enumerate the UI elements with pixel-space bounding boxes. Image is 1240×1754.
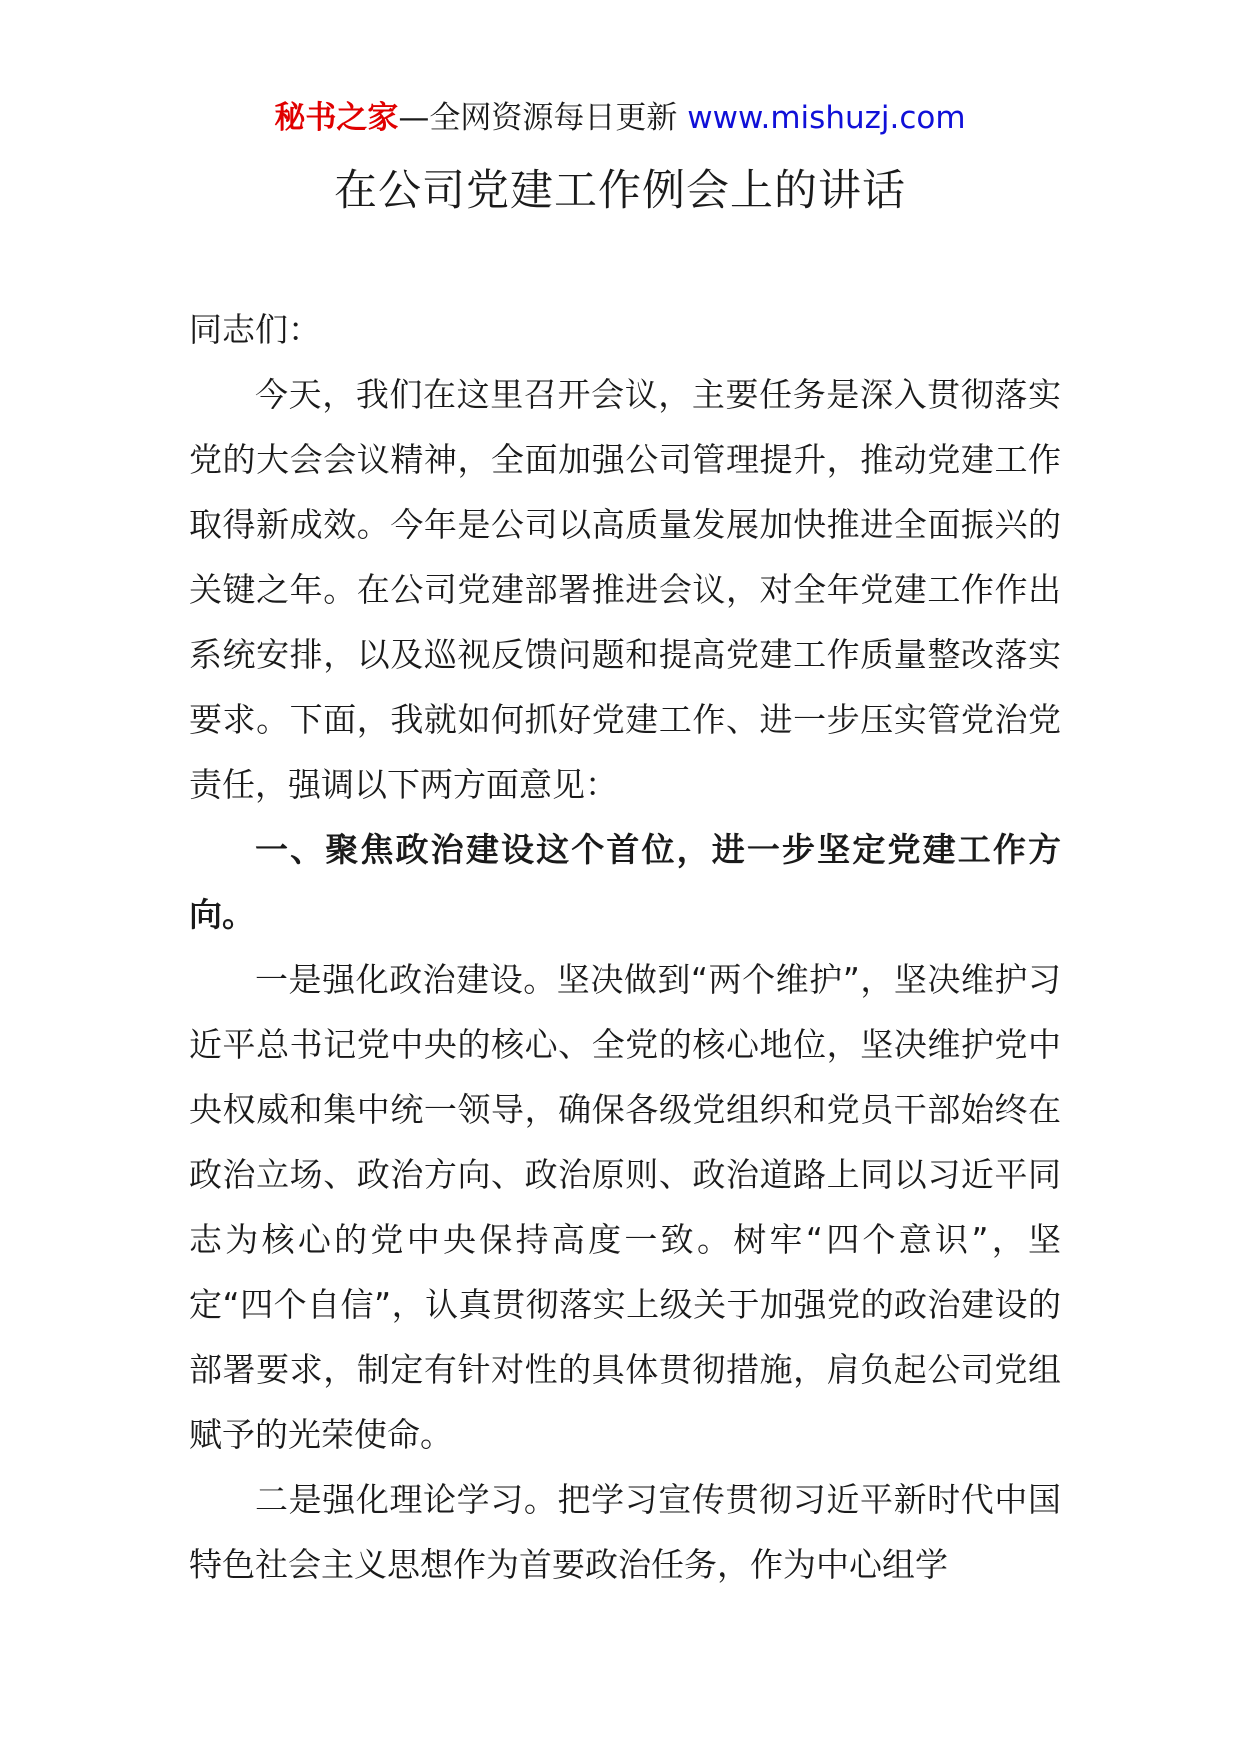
paragraph-theory-study: 二是强化理论学习。把学习宣传贯彻习近平新时代中国特色社会主义思想作为首要政治任务，作为中心组学: [189, 1480, 1061, 1584]
document-title: 在公司党建工作例会上的讲话: [334, 166, 906, 216]
paragraph-intro: 今天，我们在这里召开会议，主要任务是深入贯彻落实党的大会会议精神，全面加强公司管理提升，推动党建工作取得新成效。今年是公司以高质量发展加快推进全面振兴的关键之年。在公司党建部署推进会议，对全年党建工作作出系统安排，以及巡视反馈问题和提高党建工作质量整改落实要求。下面，我就如何抓好党建工作、进一步压实管党治党责任，强调以下两方面意见：: [189, 375, 1061, 804]
paragraph-political-building: 一是强化政治建设。坚决做到“两个维护”，坚决维护习近平总书记党中央的核心、全党的核心地位，坚决维护党中央权威和集中统一领导，确保各级党组织和党员干部始终在政治立场、政治方向、政治原则、政治道路上同以习近平同志为核心的党中央保持高度一致。树牢“四个意识”，坚定“四个自信”，认真贯彻落实上级关于加强党的政治建设的部署要求，制定有针对性的具体贯彻措施，肩负起公司党组赋予的光荣使命。: [189, 960, 1061, 1454]
site-banner: [0, 98, 1240, 138]
brand-name: 秘书之家: [274, 100, 399, 136]
salutation: 同志们：: [189, 310, 321, 349]
banner-tagline: —全网资源每日更新: [398, 100, 678, 136]
site-url-link[interactable]: www.mishuzj.com: [687, 100, 966, 136]
document-body: [189, 297, 1061, 1597]
section-heading-1: 一、聚焦政治建设这个首位，进一步坚定党建工作方向。: [189, 830, 1061, 934]
